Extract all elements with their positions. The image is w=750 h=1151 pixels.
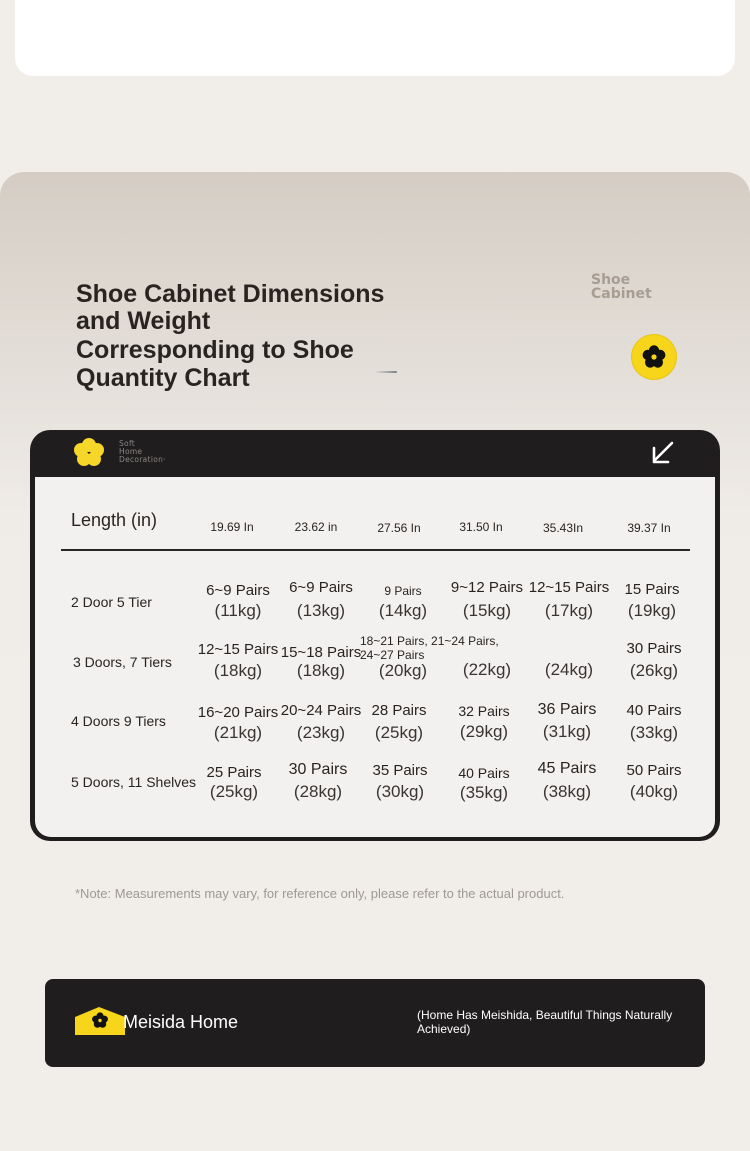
row-label: 4 Doors 9 Tiers xyxy=(71,713,166,729)
cell-pairs: 36 Pairs xyxy=(537,701,597,718)
table-cell xyxy=(278,701,364,743)
cell-weight: (26kg) xyxy=(629,661,679,680)
cell-weight: (33kg) xyxy=(629,723,679,742)
column-header: 27.56 In xyxy=(377,521,421,535)
row-label: 5 Doors, 11 Shelves xyxy=(71,774,197,790)
row-label: 2 Door 5 Tier xyxy=(71,594,152,610)
table-cell xyxy=(357,761,443,802)
flower-logo-icon xyxy=(73,437,105,467)
page-title xyxy=(76,281,406,392)
arrow-down-left-icon xyxy=(650,440,676,466)
column-header: 19.69 In xyxy=(210,520,254,534)
table-cell xyxy=(444,660,530,680)
house-flower-icon xyxy=(75,1007,127,1035)
cell-pairs: 40 Pairs xyxy=(626,702,682,719)
column-header: 35.43In xyxy=(542,521,584,535)
table-cell xyxy=(441,703,527,742)
cell-pairs: 45 Pairs xyxy=(537,760,597,777)
length-header: Length (in) xyxy=(71,510,158,530)
cell-weight: (25kg) xyxy=(209,782,259,801)
cell-weight: (21kg) xyxy=(213,723,263,742)
header-divider xyxy=(61,549,690,551)
brand-name: Meisida Home xyxy=(123,1012,239,1032)
table-cell xyxy=(195,703,281,743)
flower-icon xyxy=(632,335,676,379)
cell-pairs: 30 Pairs xyxy=(288,761,348,778)
soft-home-decoration-label xyxy=(119,440,209,464)
cell-pairs: 18~21 Pairs, 21~24 Pairs, 24~27 Pairs xyxy=(360,634,499,662)
cell-pairs: 35 Pairs xyxy=(372,762,428,779)
cell-pairs: 40 Pairs xyxy=(458,765,510,781)
cell-weight: (40kg) xyxy=(629,782,679,801)
table-cell xyxy=(609,580,695,621)
cell-pairs: 50 Pairs xyxy=(626,762,682,779)
title-line-1: Shoe Cabinet Dimensions xyxy=(76,280,385,308)
table-cell xyxy=(611,761,697,802)
cell-pairs: 12~15 Pairs xyxy=(197,641,279,658)
cell-pairs: 6~9 Pairs xyxy=(206,582,270,599)
cell-weight: (13kg) xyxy=(296,601,346,620)
cell-weight: (19kg) xyxy=(627,601,677,620)
cell-weight: (11kg) xyxy=(214,601,262,620)
table-cell xyxy=(356,701,442,743)
table-cell xyxy=(191,763,277,802)
cell-weight: (30kg) xyxy=(375,782,425,801)
cell-weight: (22kg) xyxy=(462,660,512,679)
cell-weight: (18kg) xyxy=(213,661,263,680)
title-line-2: and Weight xyxy=(76,307,211,335)
top-card xyxy=(15,0,735,76)
cell-weight: (24kg) xyxy=(544,660,594,679)
cell-pairs: 16~20 Pairs xyxy=(197,704,279,721)
column-header: 31.50 In xyxy=(459,520,503,534)
cell-pairs: 9 Pairs xyxy=(384,584,422,598)
tag-line-2: Cabinet xyxy=(591,286,652,302)
table-cell xyxy=(444,578,530,621)
cell-pairs: 30 Pairs xyxy=(626,640,682,657)
cell-pairs: 25 Pairs xyxy=(206,764,262,781)
cell-pairs: 9~12 Pairs xyxy=(450,579,524,596)
cell-pairs: 20~24 Pairs xyxy=(280,702,362,719)
table-cell xyxy=(524,759,610,802)
table-cell xyxy=(195,640,281,681)
cell-weight: (29kg) xyxy=(459,722,509,741)
cell-weight: (18kg) xyxy=(296,661,346,680)
head-text-3: Decoration· xyxy=(119,455,166,464)
cell-pairs: 32 Pairs xyxy=(458,703,510,719)
table-cell xyxy=(278,578,364,621)
tag-line-1: Shoe xyxy=(591,272,631,288)
cell-pairs: 15 Pairs xyxy=(624,581,680,598)
column-header: 23.62 in xyxy=(294,520,338,534)
decorative-dash xyxy=(375,371,397,373)
table-cell xyxy=(360,584,446,621)
title-line-4: Quantity Chart xyxy=(76,364,250,392)
shoe-cabinet-tag xyxy=(591,273,701,301)
head-text-2: Home xyxy=(119,447,143,456)
table-cell xyxy=(275,760,361,802)
cell-weight: (35kg) xyxy=(459,783,509,802)
cell-weight: (25kg) xyxy=(374,723,424,742)
table-cell xyxy=(195,581,281,621)
table-cell xyxy=(524,700,610,742)
cell-weight: (31kg) xyxy=(542,722,592,741)
cell-weight: (28kg) xyxy=(293,782,343,801)
cell-weight: (15kg) xyxy=(462,601,512,620)
cell-weight: (14kg) xyxy=(378,601,428,620)
cell-weight: (17kg) xyxy=(544,601,594,620)
row-label: 3 Doors, 7 Tiers xyxy=(73,654,172,670)
table-cell xyxy=(441,765,527,803)
cell-pairs: 6~9 Pairs xyxy=(289,579,353,596)
head-text-1: Soft xyxy=(119,439,135,448)
cell-weight: (38kg) xyxy=(542,782,592,801)
table-cell xyxy=(526,578,612,621)
cell-weight: (20kg) xyxy=(378,661,428,680)
table-cell xyxy=(278,643,364,681)
title-line-3: Corresponding to Shoe xyxy=(76,336,354,364)
table-cell xyxy=(611,701,697,743)
cell-pairs: 15~18 Pairs xyxy=(280,644,362,661)
cell-pairs: 12~15 Pairs xyxy=(528,579,610,596)
cell-pairs: 28 Pairs xyxy=(371,702,427,719)
table-cell xyxy=(526,660,612,680)
table-cell xyxy=(611,639,697,681)
measurement-note: *Note: Measurements may vary, for reference only, please refer to the actual product. xyxy=(75,886,565,901)
cell-weight: (23kg) xyxy=(296,723,346,742)
column-header: 39.37 In xyxy=(627,521,671,535)
brand-slogan: (Home Has Meishida, Beautiful Things Naturally Achieved) xyxy=(417,1008,673,1036)
